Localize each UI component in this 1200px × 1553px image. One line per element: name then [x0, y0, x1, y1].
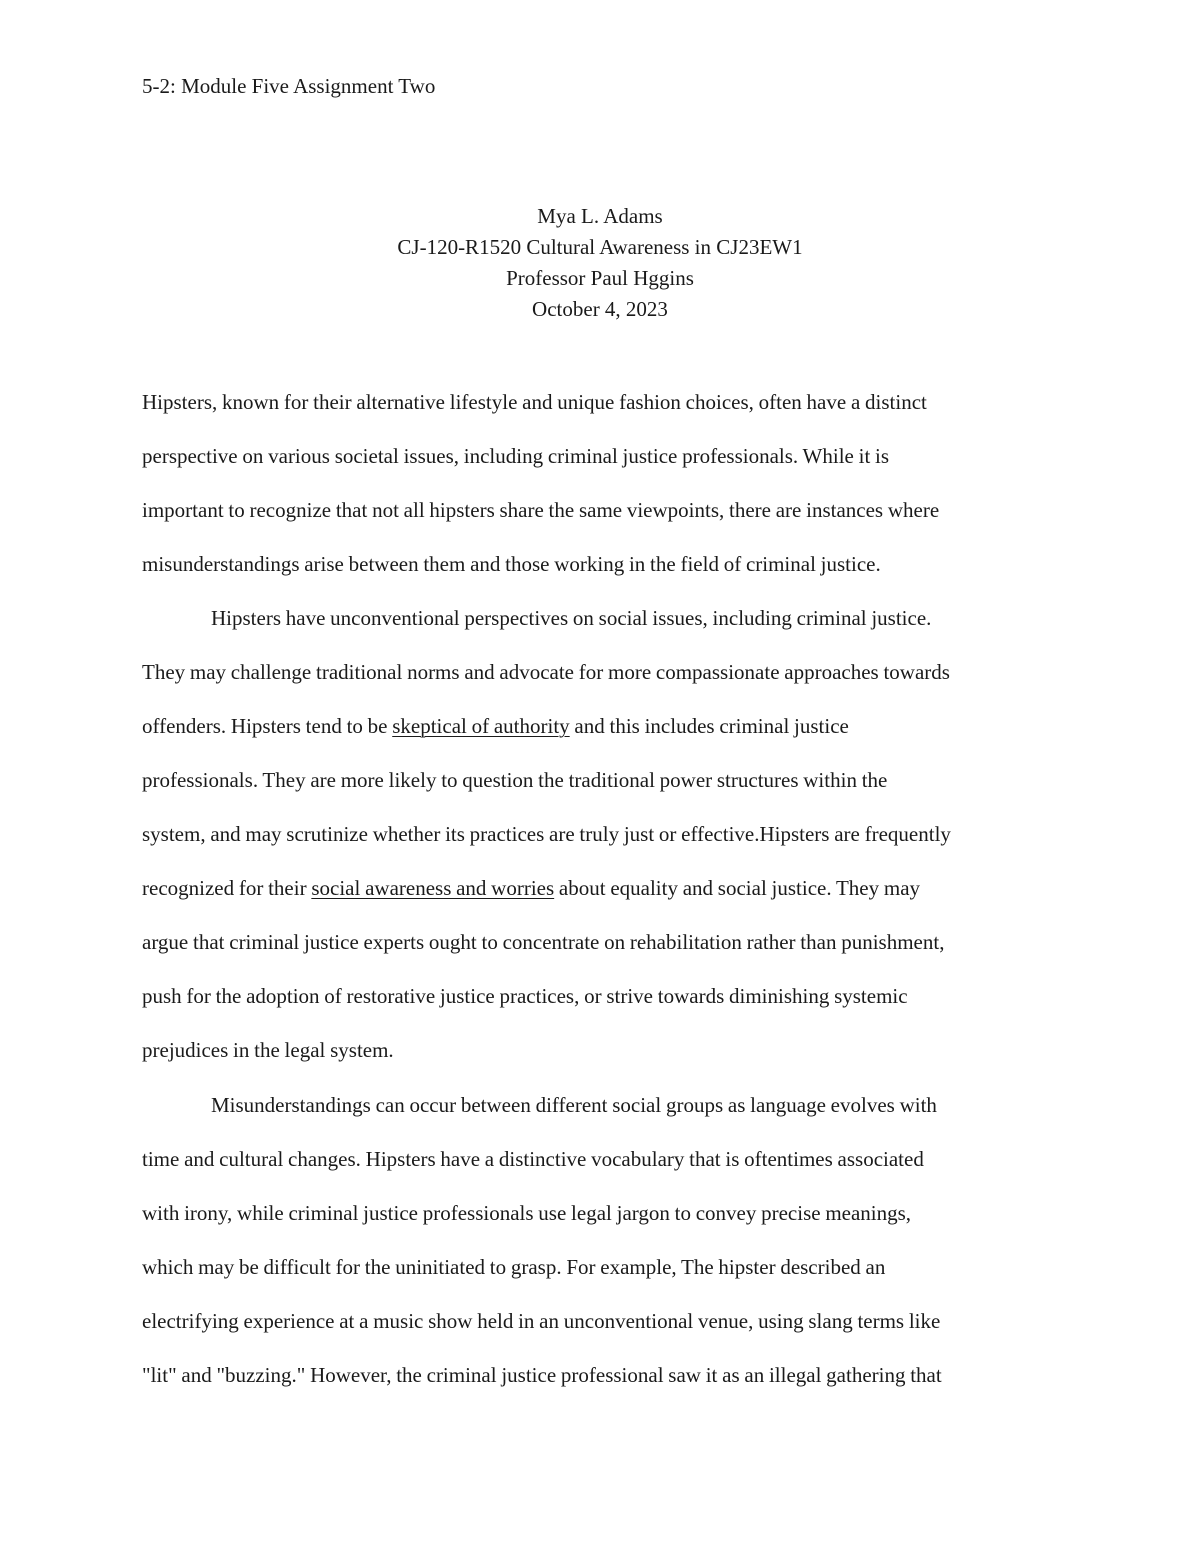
line-text: and this includes criminal justice — [569, 714, 849, 738]
paragraph-2-line-1: Hipsters have unconventional perspectives on social issues, including criminal justice. — [211, 606, 932, 630]
paragraph-1-line-1: Hipsters, known for their alternative lifestyle and unique fashion choices, often have a distinct — [142, 390, 927, 414]
paragraph-3-line-3: with irony, while criminal justice professionals use legal jargon to convey precise meanings, — [142, 1201, 912, 1225]
document-header: 5-2: Module Five Assignment Two — [142, 74, 436, 98]
author-name: Mya L. Adams — [537, 204, 663, 228]
line-text: offenders. Hipsters tend to be — [142, 714, 393, 738]
paragraph-3-line-5: electrifying experience at a music show held in an unconventional venue, using slang terms like — [142, 1309, 941, 1333]
document-date: October 4, 2023 — [532, 297, 668, 321]
professor-name: Professor Paul Hggins — [506, 266, 694, 290]
paragraph-2-line-6 — [142, 874, 920, 902]
paragraph-1-line-4: misunderstandings arise between them and those working in the field of criminal justice. — [142, 552, 881, 576]
course-name: CJ-120-R1520 Cultural Awareness in CJ23EW1 — [397, 235, 803, 259]
line-text: about equality and social justice. They may — [554, 876, 921, 900]
underlined-phrase-skeptical-of-authority: skeptical of authority — [392, 714, 570, 738]
line-text: recognized for their — [142, 876, 312, 900]
title-block — [0, 201, 1200, 325]
paragraph-3-line-1: Misunderstandings can occur between different social groups as language evolves with — [211, 1093, 937, 1117]
underlined-phrase-social-awareness: social awareness and worries — [311, 876, 555, 900]
paragraph-2-line-9: prejudices in the legal system. — [142, 1038, 394, 1062]
paragraph-2-line-8: push for the adoption of restorative justice practices, or strive towards diminishing systemic — [142, 984, 908, 1008]
paragraph-1-line-3: important to recognize that not all hipsters share the same viewpoints, there are instances where — [142, 498, 940, 522]
paragraph-2-line-7: argue that criminal justice experts ought to concentrate on rehabilitation rather than punishment, — [142, 930, 945, 954]
paragraph-1-line-2: perspective on various societal issues, including criminal justice professionals. While it is — [142, 444, 890, 468]
paragraph-3-line-4: which may be difficult for the uninitiated to grasp. For example, The hipster described an — [142, 1255, 886, 1279]
paragraph-2-line-2: They may challenge traditional norms and advocate for more compassionate approaches towards — [142, 660, 950, 684]
paragraph-2-line-4: professionals. They are more likely to question the traditional power structures within the — [142, 768, 888, 792]
paragraph-2-line-5: system, and may scrutinize whether its practices are truly just or effective.Hipsters are frequently — [142, 822, 951, 846]
paragraph-2-line-3 — [142, 712, 849, 740]
paragraph-3-line-2: time and cultural changes. Hipsters have a distinctive vocabulary that is oftentimes associated — [142, 1147, 924, 1171]
paragraph-3-line-6: "lit" and "buzzing." However, the criminal justice professional saw it as an illegal gathering that — [142, 1363, 942, 1387]
